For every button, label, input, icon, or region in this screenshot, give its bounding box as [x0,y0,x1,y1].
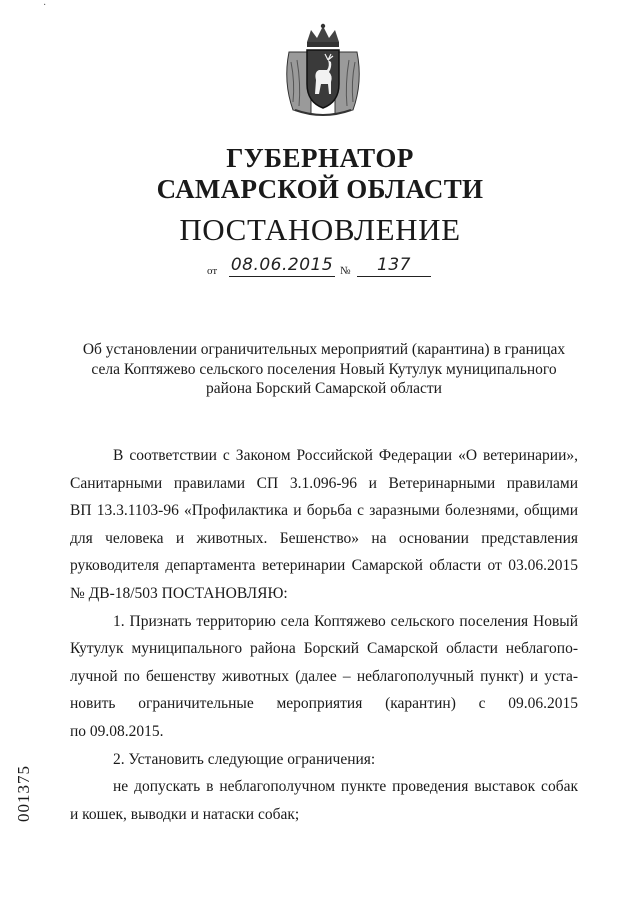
dateline-number-label: № [340,265,351,277]
subject-block [70,340,578,399]
coat-of-arms-emblem [281,22,365,118]
body-line: по 09.08.2015. [70,722,164,740]
side-serial-number: 001375 [14,765,33,822]
body-line: лучной по бешенству животных (далее – неблагополучный пункт) и уста- [70,667,578,685]
corner-mark: · [43,0,47,11]
subject-line: района Борский Самарской области [206,380,442,397]
body-line: для человека и животных. Бешенство» на основании представления [70,529,578,547]
header-region: САМАРСКОЙ ОБЛАСТИ [156,174,484,204]
number-underline [357,276,431,277]
doc-type-title: ПОСТАНОВЛЕНИЕ [179,212,461,247]
body-line: новить ограничительные мероприятия (карантин) с 09.06.2015 [70,695,578,713]
dateline-number: 137 [377,255,411,275]
dateline-date: 08.06.2015 [230,255,334,275]
header-governor: ГУБЕРНАТОР [226,143,414,173]
body-line: В соответствии с Законом Российской Федерации «О ветеринарии», [113,447,578,464]
body-text [70,442,578,828]
subject-line: Об установлении ограничительных мероприятий (карантина) в границах [82,341,566,358]
body-line: 1. Признать территорию села Коптяжево сельского поселения Новый [113,612,578,630]
body-line: ВП 13.3.1103-96 «Профилактика и борьба с заразными болезнями, общими [70,502,578,520]
body-line: 2. Установить следующие ограничения: [113,750,376,768]
subject-line: села Коптяжево сельского поселения Новый Кутулук муниципального [91,360,557,378]
body-line: руководителя департамента ветеринарии Самарской области от 03.06.2015 [70,557,578,575]
body-line: Санитарными правилами СП 3.1.096-96 и Ветеринарными правилами [70,474,578,492]
date-underline [229,276,335,277]
body-line: не допускать в неблагополучном пункте проведения выставок собак [113,778,578,796]
body-line: и кошек, выводки и натаски собак; [70,805,300,823]
dateline-prefix: от [207,265,218,277]
body-line: Кутулук муниципального района Борский Самарской области неблагопо- [70,640,578,658]
body-line: № ДВ-18/503 ПОСТАНОВЛЯЮ: [70,584,288,602]
